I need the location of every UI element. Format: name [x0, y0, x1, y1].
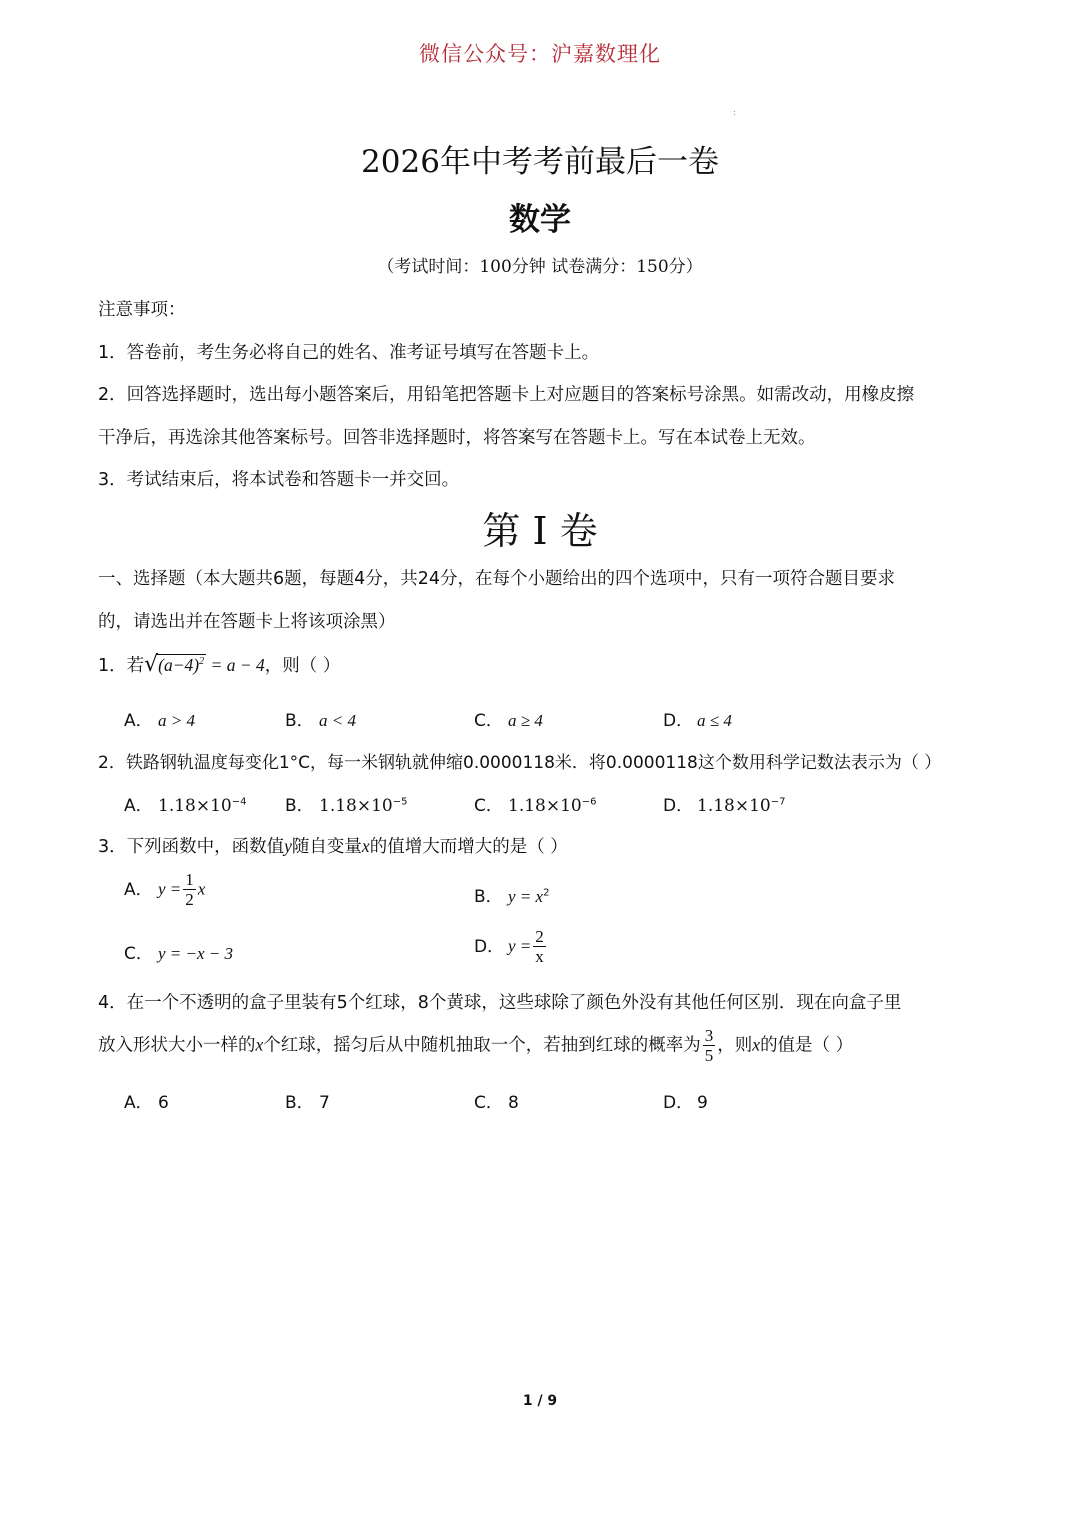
exam-info: （考试时间：100分钟 试卷满分：150分） — [377, 257, 703, 277]
question-4-option-a[interactable]: A． 6 — [124, 1093, 169, 1113]
question-3-option-d[interactable]: D． y = $\frac{2}{x}$ — [474, 927, 544, 966]
question-1-option-d[interactable]: D． a ≤ 4 — [663, 711, 732, 731]
section-heading-line-2: 的，请选出并在答题卡上将该项涂黑） — [98, 612, 396, 632]
notice-item-2-line-1: 2．回答选择题时，选出每小题答案后，用铅笔把答题卡上对应题目的答案标号涂黑。如需改动，用橡皮擦 — [98, 385, 915, 405]
question-1-radicand: $(a-4)^2$ — [158, 655, 205, 675]
question-1-option-c[interactable]: C． a ≥ 4 — [474, 711, 543, 731]
question-1-option-a[interactable]: A． a > 4 — [124, 711, 195, 731]
fraction-three-fifths: $\frac{3}{5}$ — [704, 1026, 714, 1065]
question-3-option-c[interactable]: C． y = −x − 3 — [124, 944, 234, 964]
fraction-two-over-x: $\frac{2}{x}$ — [535, 927, 544, 966]
question-2-stem: 2．铁路钢轨温度每变化1°C，每一米钢轨就伸缩0.0000118米．将0.0000118这个数用科学记数法表示为（ ） — [98, 753, 942, 773]
stray-mark: : — [733, 108, 736, 117]
notice-item-3: 3．考试结束后，将本试卷和答题卡一并交回。 — [98, 470, 460, 490]
exam-title: 2026年中考考前最后一卷 — [361, 144, 719, 180]
question-4-option-b[interactable]: B． 7 — [285, 1093, 330, 1113]
fraction-one-half: $\frac{1}{2}$ — [185, 870, 194, 909]
question-2-option-b[interactable]: B． $1.18\times 10^{-5}$ — [285, 796, 408, 816]
question-1-suffix: ，则（ ） — [264, 656, 341, 676]
notice-item-2-line-2: 干净后，再选涂其他答案标号。回答非选择题时，将答案写在答题卡上。写在本试卷上无效。 — [98, 428, 816, 448]
question-3-option-b[interactable]: B． $y = x^2$ — [474, 887, 550, 907]
part-title: 第 I 卷 — [482, 509, 598, 553]
page-number: 1 / 9 — [522, 1393, 558, 1409]
question-3-option-a[interactable]: A． y = $\frac{1}{2}$ x — [124, 870, 206, 909]
question-2-option-a[interactable]: A． $1.18\times 10^{-4}$ — [124, 796, 247, 816]
section-heading-line-1: 一、选择题（本大题共6题，每题4分，共24分，在每个小题给出的四个选项中，只有一项符合题目要求 — [98, 569, 896, 589]
sqrt-icon: √ — [144, 652, 159, 677]
question-1-prefix: 1．若 — [98, 656, 145, 676]
question-4-option-c[interactable]: C． 8 — [474, 1093, 519, 1113]
question-3-stem: 3．下列函数中，函数值y随自变量x的值增大而增大的是（ ） — [98, 836, 568, 857]
question-4-stem-line-2: 放入形状大小一样的x个红球，摇匀后从中随机抽取一个，若抽到红球的概率为 $\frac{3}{5}$ ，则x的值是（ ） — [98, 1026, 854, 1065]
notice-item-1: 1．答卷前，考生务必将自己的姓名、准考证号填写在答题卡上。 — [98, 343, 600, 363]
question-1-rhs: = a − 4 — [206, 655, 265, 675]
question-2-option-c[interactable]: C． $1.18\times 10^{-6}$ — [474, 796, 597, 816]
header-watermark: 微信公众号：沪嘉数理化 — [419, 42, 661, 66]
notice-heading: 注意事项： — [98, 300, 186, 320]
subject-title: 数学 — [509, 202, 571, 238]
question-1-stem — [98, 652, 340, 677]
question-2-option-d[interactable]: D． $1.18\times 10^{-7}$ — [663, 796, 786, 816]
question-4-option-d[interactable]: D． 9 — [663, 1093, 708, 1113]
question-1-option-b[interactable]: B． a < 4 — [285, 711, 356, 731]
question-4-stem-line-1: 4．在一个不透明的盒子里装有5个红球，8个黄球，这些球除了颜色外没有其他任何区别．现在向盒子里 — [98, 993, 902, 1013]
